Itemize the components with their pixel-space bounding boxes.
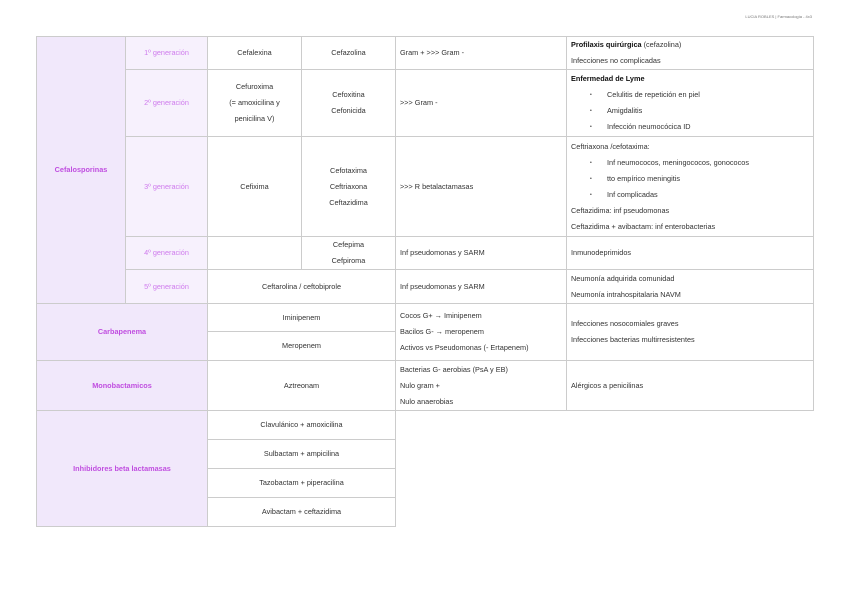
uses [567,70,814,137]
list-item: • Celulitis de repetición en piel [607,87,809,103]
generation-4: 4º generación [126,237,208,270]
generation-5: 5º generación [126,270,208,304]
drug: Aztreonam [208,361,396,411]
uses-title: Enfermedad de Lyme [571,74,645,83]
list-item: • Inf neumococos, meningococos, gonococos [607,155,809,171]
spectrum-line: Activos vs Pseudomonas (- Ertapenem) [400,343,529,352]
combo: Sulbactam + ampicilina [208,440,396,469]
family-monobactamicos: Monobactamicos [37,361,208,411]
list-item: • Amigdalitis [607,103,809,119]
spectrum: >>> Gram - [396,70,567,137]
uses: Inmunodeprimidos [567,237,814,270]
list-item: • Infección neumocócica ID [607,119,809,135]
uses-line: Ceftazidima: inf pseudomonas [571,205,670,215]
uses-line: Infecciones nosocomiales graves [571,319,679,328]
spectrum-line: Bacilos G- → meropenem [400,327,484,336]
antibiotics-table [36,36,814,527]
spectrum: Inf pseudomonas y SARM [396,237,567,270]
parenteral-drug [302,70,396,137]
spectrum: Gram + >>> Gram - [396,37,567,70]
generation-1: 1º generación [126,37,208,70]
uses-intro: Ceftriaxona /cefotaxima: [571,141,650,151]
drug-name: Cefonicida [331,106,366,115]
drug-name: Ceftriaxona [329,181,368,191]
parenteral-drug [302,137,396,237]
parenteral-drug: Cefazolina [302,37,396,70]
family-cefalosporinas: Cefalosporinas [37,37,126,304]
combo: Avibactam + ceftazidima [208,498,396,527]
spectrum-line: Cocos G+ → Iminipenem [400,311,482,320]
uses: Alérgicos a penicilinas [567,361,814,411]
uses [567,304,814,361]
uses-line: Infecciones bacterias multirresistentes [571,335,695,344]
list-item: • Inf complicadas [607,187,809,203]
oral-drug-name: Cefuroxima [235,82,274,91]
combo: Clavulánico + amoxicilina [208,411,396,440]
spectrum: >>> R betalactamasas [396,137,567,237]
oral-drug: Cefalexina [208,37,302,70]
family-carbapenema: Carbapenema [37,304,208,361]
drug-name: Cefotaxima [330,165,367,175]
uses-title-note: (cefazolina) [643,40,682,49]
drug-name: Cefepima [332,240,365,249]
oral-drug-note: penicilina V) [234,114,275,123]
uses-line: Ceftazidima + avibactam: inf enterobacterias [571,221,716,231]
uses-line: Infecciones no complicadas [571,56,661,65]
drug-name: Cefoxitina [332,90,365,99]
uses-title: Profilaxis quirúrgica [571,40,642,49]
spectrum-line: Nulo gram + [400,380,440,390]
drug-name: Ceftazidima [329,197,368,207]
spectrum [396,304,567,361]
uses-list [571,87,809,135]
combo: Tazobactam + piperacilina [208,469,396,498]
oral-drug [208,70,302,137]
uses [567,37,814,70]
drug-name: Cefpiroma [331,256,366,265]
uses [567,270,814,304]
uses-line: Neumonía intrahospitalaria NAVM [571,289,681,299]
spectrum-line: Bacterias G- aerobias (PsA y EB) [400,364,508,374]
parenteral-drug [302,237,396,270]
drugs: Ceftarolina / ceftobiprole [208,270,396,304]
oral-drug-empty [208,237,302,270]
generation-2: 2º generación [126,70,208,137]
uses [567,137,814,237]
family-inhibidores: Inhibidores beta lactamasas [37,411,208,527]
oral-drug-note: (= amoxicilina y [229,98,280,107]
oral-drug: Cefixima [208,137,302,237]
uses-list [571,155,809,203]
drug: Meropenem [208,332,396,361]
generation-3: 3º generación [126,137,208,237]
spectrum-line: Nulo anaerobias [400,396,454,406]
spectrum [396,361,567,411]
spectrum: Inf pseudomonas y SARM [396,270,567,304]
list-item: • tto empírico meningitis [607,171,809,187]
drug: Iminipenem [208,304,396,332]
uses-line: Neumonía adquirida comunidad [571,273,675,283]
header-note: LUCIA ROBLES | Farmacología - 4x3 [745,14,812,19]
empty-area [396,411,814,527]
